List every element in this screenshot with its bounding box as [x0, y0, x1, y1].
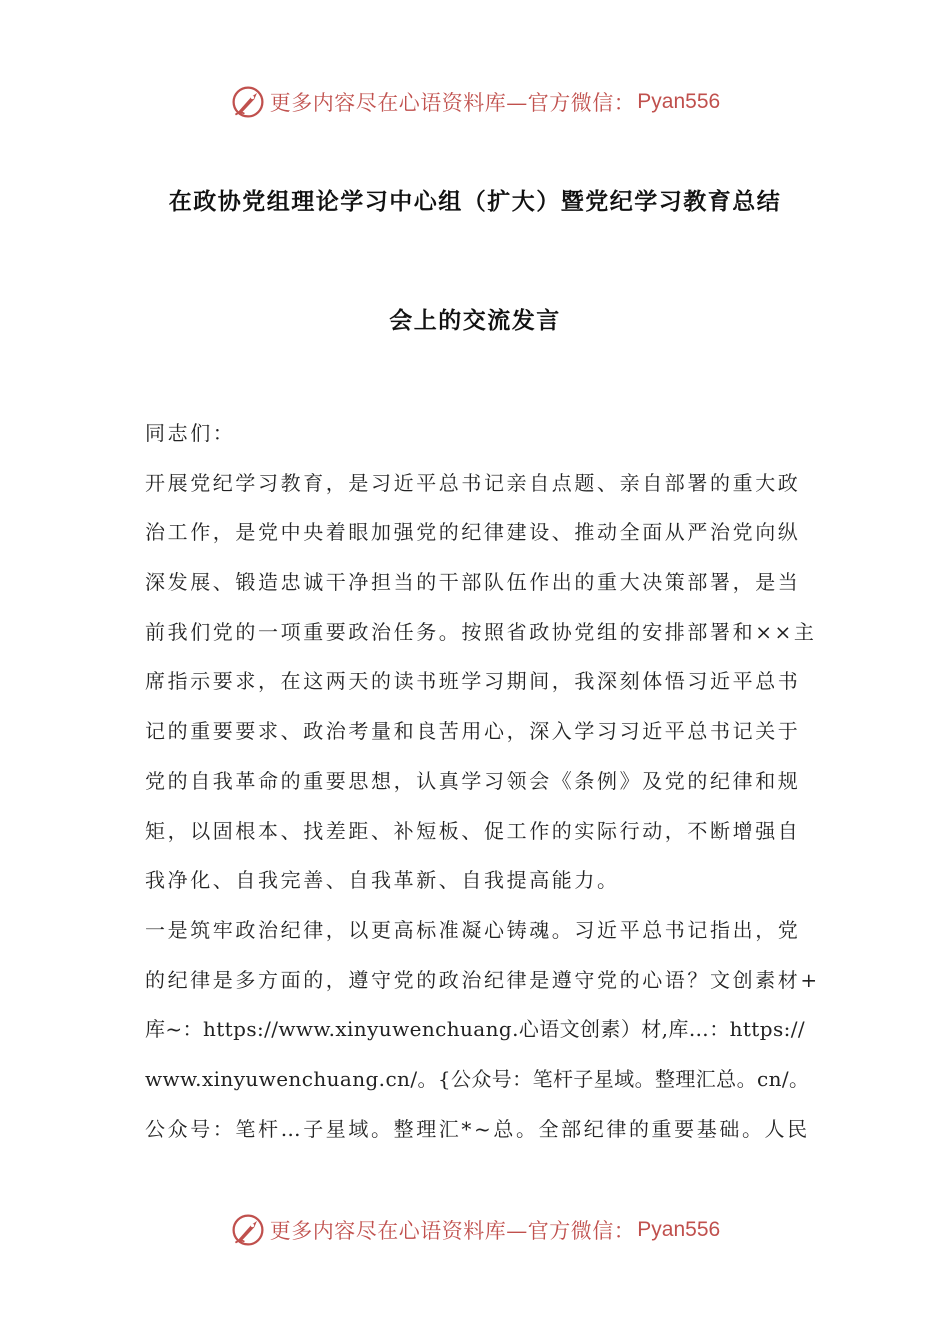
footer-wechat-id: Pyan556 — [637, 1218, 721, 1241]
body-line: 同志们： — [145, 421, 236, 445]
header-banner-text: 更多内容尽在心语资料库—官方微信： — [269, 91, 636, 115]
header-wechat-id: Pyan556 — [637, 90, 721, 113]
body-line: 党的自我革命的重要思想，认真学习领会《条例》及党的纪律和规 — [145, 768, 801, 793]
body-line: 的纪律是多方面的，遵守党的政治纪律是遵守党的心语？文创素材+ — [145, 967, 820, 992]
body-line: 公众号：笔杆…子星域。整理汇*~总。全部纪律的重要基础。人民 — [145, 1116, 810, 1141]
body-line: 一是筑牢政治纪律，以更高标准凝心铸魂。习近平总书记指出，党 — [145, 917, 801, 942]
document-body — [145, 416, 820, 1161]
body-line: 深发展、锻造忠诚干净担当的干部队伍作出的重大决策部署，是当 — [145, 570, 801, 595]
footer-banner-text: 更多内容尽在心语资料库—官方微信： — [269, 1219, 636, 1243]
footer-banner — [0, 1208, 950, 1252]
document-title-line-1: 在政协党组理论学习中心组（扩大）暨党纪学习教育总结 — [168, 189, 782, 215]
body-line: 开展党纪学习教育，是习近平总书记亲自点题、亲自部署的重大政 — [145, 470, 801, 495]
body-line: www.xinyuwenchuang.cn/。{公众号：笔杆子星域。整理汇总。cn/。 — [145, 1066, 810, 1091]
header-banner — [0, 80, 950, 124]
body-line: 记的重要要求、政治考量和良苦用心，深入学习习近平总书记关于 — [145, 719, 801, 744]
body-line: 矩，以固根本、找差距、补短板、促工作的实际行动，不断增强自 — [145, 818, 801, 843]
pen-nib-logo-icon — [230, 1212, 266, 1248]
pen-nib-logo-icon — [230, 84, 266, 120]
body-line: 我净化、自我完善、自我革新、自我提高能力。 — [145, 868, 620, 893]
body-line: 治工作，是党中央着眼加强党的纪律建设、推动全面从严治党向纵 — [145, 520, 801, 545]
body-line: 前我们党的一项重要政治任务。按照省政协党组的安排部署和××主 — [145, 619, 817, 644]
body-line: 席指示要求，在这两天的读书班学习期间，我深刻体悟习近平总书 — [145, 669, 801, 694]
body-line: 库~：https://www.xinyuwenchuang.心语文创素）材,库…：https:// — [145, 1017, 806, 1042]
document-title-line-2: 会上的交流发言 — [389, 308, 561, 334]
